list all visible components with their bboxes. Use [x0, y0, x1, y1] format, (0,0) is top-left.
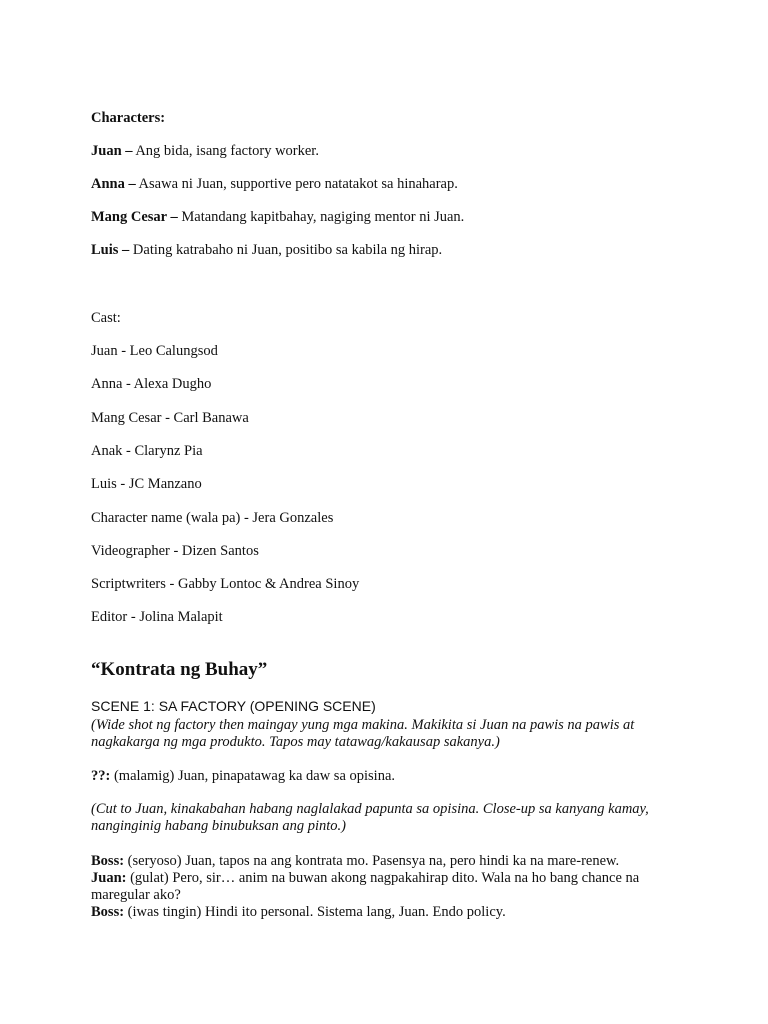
dialogue-line: [91, 904, 691, 921]
character-line-juan: [91, 143, 319, 160]
character-desc: Ang bida, isang factory worker.: [132, 143, 319, 159]
characters-heading: Characters:: [91, 110, 166, 126]
speaker-name: ??:: [91, 768, 111, 784]
character-name: Luis –: [91, 242, 130, 258]
cast-item: Juan - Leo Calungsod: [91, 343, 218, 359]
character-name: Juan –: [91, 143, 133, 159]
dialogue-line: [91, 853, 691, 870]
stage-direction: [91, 717, 691, 751]
dialogue-text: (gulat) Pero, sir… anim na buwan akong nagpakahirap dito. Wala na ho bang chance na: [126, 870, 640, 886]
stage-direction-line: nanginginig habang binubuksan ang pinto.): [91, 818, 346, 834]
character-line-mang-cesar: [91, 209, 464, 226]
cast-item: Anak - Clarynz Pia: [91, 443, 203, 459]
stage-direction-line: (Cut to Juan, kinakabahan habang naglalakad papunta sa opisina. Close-up sa kanyang kamay,: [91, 801, 649, 817]
cast-item: Anna - Alexa Dugho: [91, 376, 212, 392]
dialogue-block: [91, 853, 691, 921]
character-line-anna: [91, 176, 458, 193]
cast-heading: Cast:: [91, 310, 121, 326]
dialogue-text: (malamig) Juan, pinapatawag ka daw sa opisina.: [110, 768, 396, 784]
speaker-name: Boss:: [91, 904, 125, 920]
cast-item: Luis - JC Manzano: [91, 476, 202, 492]
speaker-name: Juan:: [91, 870, 127, 886]
cast-item: Scriptwriters - Gabby Lontoc & Andrea Sinoy: [91, 576, 360, 592]
character-line-luis: [91, 242, 442, 259]
stage-direction-line: (Wide shot ng factory then maingay yung mga makina. Makikita si Juan na pawis na pawis at: [91, 717, 635, 733]
cast-item: Editor - Jolina Malapit: [91, 609, 223, 625]
stage-direction-line: nagkakarga ng mga produkto. Tapos may tatawag/kakausap sakanya.): [91, 734, 500, 750]
character-desc: Dating katrabaho ni Juan, positibo sa kabila ng hirap.: [129, 242, 443, 258]
cast-item: Mang Cesar - Carl Banawa: [91, 410, 249, 426]
script-title: “Kontrata ng Buhay”: [91, 659, 268, 680]
stage-direction: [91, 801, 691, 835]
speaker-name: Boss:: [91, 853, 125, 869]
scene-heading: SCENE 1: SA FACTORY (OPENING SCENE): [91, 698, 376, 714]
dialogue-text: (iwas tingin) Hindi ito personal. Sistema lang, Juan. Endo policy.: [124, 904, 506, 920]
character-desc: Asawa ni Juan, supportive pero natatakot sa hinaharap.: [135, 176, 458, 192]
dialogue-line: [91, 870, 691, 887]
character-name: Mang Cesar –: [91, 209, 178, 225]
character-name: Anna –: [91, 176, 136, 192]
dialogue-line-unknown: [91, 768, 395, 785]
character-desc: Matandang kapitbahay, nagiging mentor ni Juan.: [177, 209, 465, 225]
dialogue-text: (seryoso) Juan, tapos na ang kontrata mo. Pasensya na, pero hindi ka na mare-renew.: [124, 853, 620, 869]
cast-item: Character name (wala pa) - Jera Gonzales: [91, 510, 334, 526]
cast-item: Videographer - Dizen Santos: [91, 543, 259, 559]
dialogue-continuation: maregular ako?: [91, 887, 181, 903]
